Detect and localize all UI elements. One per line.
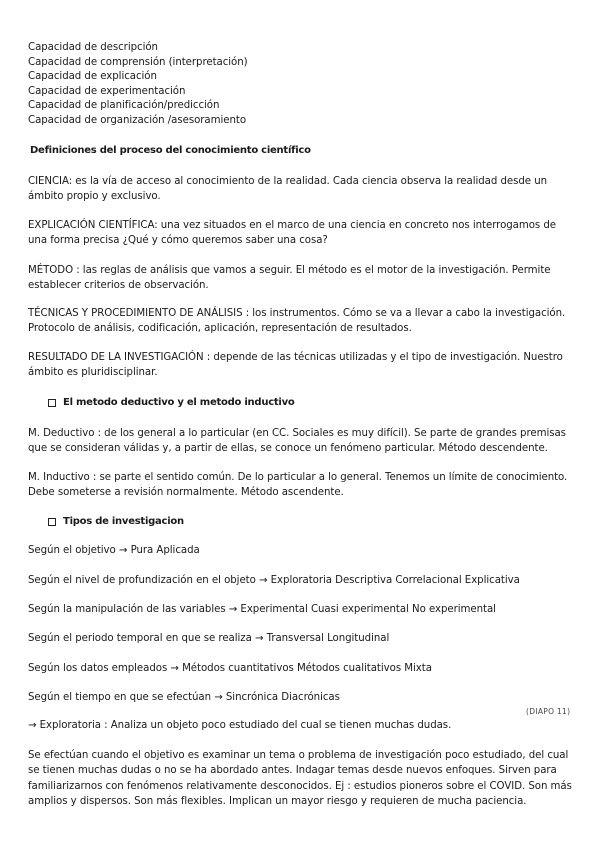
methods-heading [48, 397, 294, 408]
type-line: Según la manipulación de las variables → Experimental Cuasi experimental No experimental [28, 604, 496, 615]
type-line: Según los datos empleados → Métodos cuantitativos Métodos cualitativos Mixta [28, 663, 432, 674]
capacity-item: Capacidad de descripción [28, 42, 158, 53]
types-heading [48, 516, 184, 527]
exploratoria-intro: → Exploratoria : Analiza un objeto poco estudiado del cual se tienen muchas dudas. [28, 720, 452, 731]
definition-resultado: RESULTADO DE LA INVESTIGACIÓN : depende de las técnicas utilizadas y el tipo de investigación. Nuestro ámbito es pluridisciplinar. [28, 352, 563, 379]
slide-reference: (DIAPO 11) [526, 707, 571, 716]
type-line: Según el nivel de profundización en el objeto → Exploratoria Descriptiva Correlacional Explicativa [28, 575, 520, 586]
definition-explicacion: EXPLICACIÓN CIENTÍFICA: una vez situados en el marco de una ciencia en concreto nos interrogamos de una forma precisa ¿Qué y cómo queremos saber una cosa? [28, 220, 557, 247]
definition-ciencia: CIENCIA: es la vía de acceso al conocimiento de la realidad. Cada ciencia observa la realidad desde un ámbito propio y exclusivo. [28, 176, 548, 203]
types-heading-label: Tipos de investigacion [63, 516, 184, 527]
capacity-item: Capacidad de planificación/predicción [28, 100, 220, 111]
inductive-paragraph: M. Inductivo : se parte el sentido común. De lo particular a lo general. Tenemos un límite de conocimiento. Debe someterse a revisión normalmente. Método ascendente. [28, 472, 568, 499]
definition-tecnicas: TÉCNICAS Y PROCEDIMIENTO DE ANÁLISIS : los instrumentos. Cómo se va a llevar a cabo la investigación. Protocolo de análisis, codificación, aplicación, representación de resultados. [28, 308, 566, 335]
methods-heading-label: El metodo deductivo y el metodo inductivo [63, 397, 295, 408]
deductive-paragraph: M. Deductivo : de los general a lo particular (en CC. Sociales es muy difícil). Se parte de grandes premisas que se consideran válidas y, a partir de ellas, se conoce un fenómeno particular. Método descendente. [28, 428, 566, 455]
definitions-heading: Definiciones del proceso del conocimiento científico [30, 145, 311, 156]
exploratoria-paragraph: Se efectúan cuando el objetivo es examinar un tema o problema de investigación poco estudiado, del cual se tienen muchas dudas o no se ha abordado antes. Indagar temas desde nuevos enfoques. Sirven para familiarizarnos con fenómenos relativamente desconocidos. Ej : estudios pioneros sobre el COVID. Son más amplios y dispersos. Son más flexibles. Implican un mayor riesgo y requieren de mucha paciencia. [28, 750, 572, 808]
type-line: Según el objetivo → Pura Aplicada [28, 545, 200, 556]
capacity-item: Capacidad de comprensión (interpretación) [28, 57, 248, 68]
definition-metodo: MÉTODO : las reglas de análisis que vamos a seguir. El método es el motor de la investigación. Permite establecer criterios de observación. [28, 265, 551, 292]
checkbox-icon [48, 399, 56, 407]
type-line: Según el tiempo en que se efectúan → Sincrónica Diacrónicas [28, 692, 340, 703]
type-line: Según el periodo temporal en que se realiza → Transversal Longitudinal [28, 633, 390, 644]
checkbox-icon [48, 518, 56, 526]
capacity-item: Capacidad de experimentación [28, 86, 186, 97]
capacity-item: Capacidad de organización /asesoramiento [28, 115, 247, 126]
capacity-item: Capacidad de explicación [28, 71, 157, 82]
